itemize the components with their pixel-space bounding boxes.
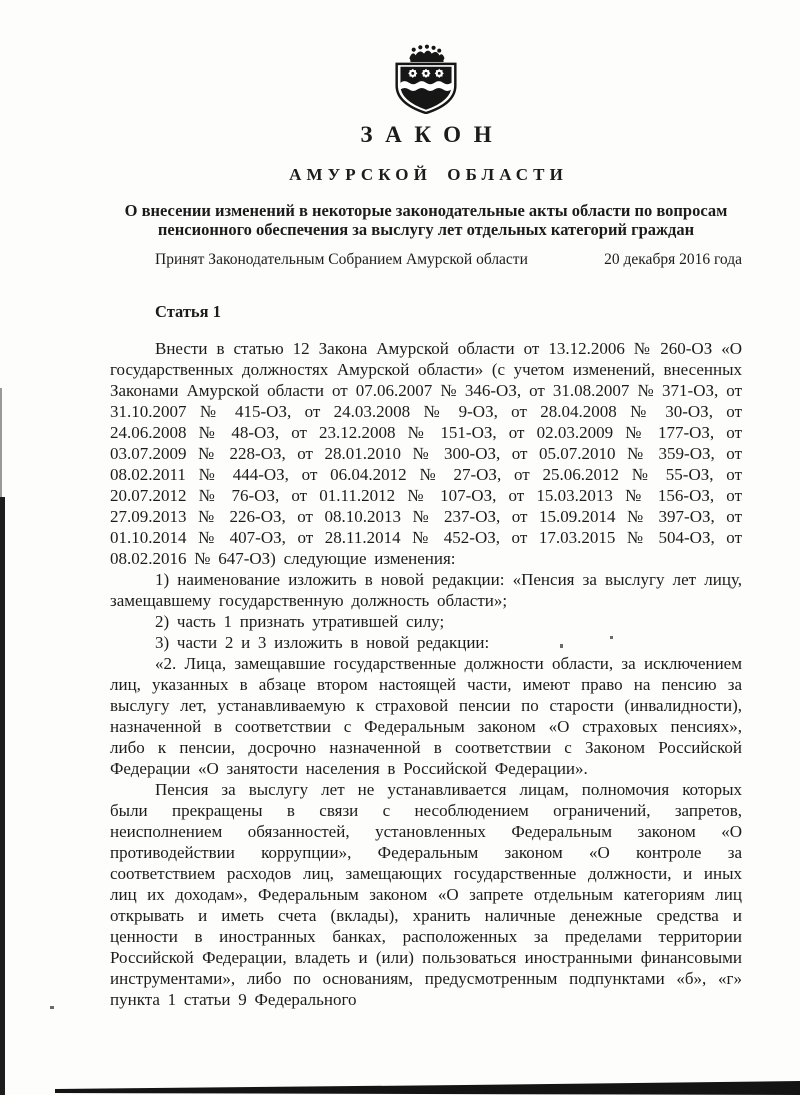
scan-speck	[560, 644, 563, 648]
amur-oblast-coat-of-arms-icon	[388, 44, 464, 114]
article-1-heading: Статья 1	[155, 302, 221, 321]
emblem-container	[110, 44, 742, 114]
paragraph-item-1: 1) наименование изложить в новой редакции: «Пенсия за выслугу лет лицу, замещавшему государственную должность области»;	[110, 570, 742, 610]
bottom-edge-scan-artifact	[55, 1081, 800, 1095]
scan-speck	[50, 1006, 54, 1009]
adopted-date-text: 20 декабря 2016 года	[604, 251, 742, 268]
adoption-line	[110, 250, 742, 270]
law-word-heading: ЗАКОН	[360, 122, 505, 147]
adopted-by-text: Принят Законодательным Собранием Амурской области	[155, 251, 528, 268]
article-1-body	[110, 338, 742, 1010]
region-heading: АМУРСКОЙ ОБЛАСТИ	[289, 165, 568, 184]
paragraph-pension-restrictions: Пенсия за выслугу лет не устанавливается лицам, полномочия которых были прекращены в связи с несоблюдением ограничений, запретов, неисполнением обязанностей, установленных Федеральным законом «О противодействии коррупции», Федеральным законом «О контроле за соответствием расходов лиц, замещающих государственные должности, и иных лиц их доходам», Федеральным законом «О запрете отдельным категориям лиц открывать и иметь счета (вклады), хранить наличные денежные средства и ценности в иностранных банках, расположенных за пределами территории Российской Федерации, владеть и (или) пользоваться иностранными финансовыми инструментами», либо по основаниям, предусмотренным подпунктами «б», «г» пункта 1 статьи 9 Федерального	[110, 780, 742, 1009]
paragraph-amendment-intro: Внести в статью 12 Закона Амурской области от 13.12.2006 № 260-ОЗ «О государственных должностях Амурской области» (с учетом изменений, внесенных Законами Амурской области от 07.06.2007 № 346-ОЗ, от 31.08.2007 № 371-ОЗ, от 31.10.2007 № 415-ОЗ, от 24.03.2008 № 9-ОЗ, от 28.04.2008 № 30-ОЗ, от 24.06.2008 № 48-ОЗ, от 23.12.2008 № 151-ОЗ, от 02.03.2009 № 177-ОЗ, от 03.07.2009 № 228-ОЗ, от 28.01.2010 № 300-ОЗ, от 05.07.2010 № 359-ОЗ, от 08.02.2011 № 444-ОЗ, от 06.04.2012 № 27-ОЗ, от 25.06.2012 № 55-ОЗ, от 20.07.2012 № 76-ОЗ, от 01.11.2012 № 107-ОЗ, от 15.03.2013 № 156-ОЗ, от 27.09.2013 № 226-ОЗ, от 08.10.2013 № 237-ОЗ, от 15.09.2014 № 397-ОЗ, от 01.10.2014 № 407-ОЗ, от 28.11.2014 № 452-ОЗ, от 17.03.2015 № 504-ОЗ, от 08.02.2016 № 647-ОЗ) следующие изменения:	[110, 339, 742, 568]
left-edge-scan-artifact-gray	[0, 388, 2, 500]
paragraph-item-3: 3) части 2 и 3 изложить в новой редакции:	[155, 633, 490, 652]
paragraph-item-2: 2) часть 1 признать утратившей силу;	[155, 612, 445, 631]
document-title: О внесении изменений в некоторые законодательные акты области по вопросам пенсионного обеспечения за выслугу лет отдельных категорий граждан	[124, 201, 728, 239]
document-content	[110, 44, 742, 1010]
paragraph-part-2-text: «2. Лица, замещавшие государственные должности области, за исключением лиц, указанных в абзаце втором настоящей части, имеют право на пенсию за выслугу лет, устанавливаемую к страховой пенсии по старости (инвалидности), назначенной в соответствии с Федеральным законом «О страховых пенсиях», либо к пенсии, досрочно назначенной в соответствии с Законом Российской Федерации «О занятости населения в Российской Федерации».	[110, 654, 742, 778]
left-edge-scan-artifact-black	[0, 497, 5, 1095]
scan-speck	[610, 636, 613, 639]
